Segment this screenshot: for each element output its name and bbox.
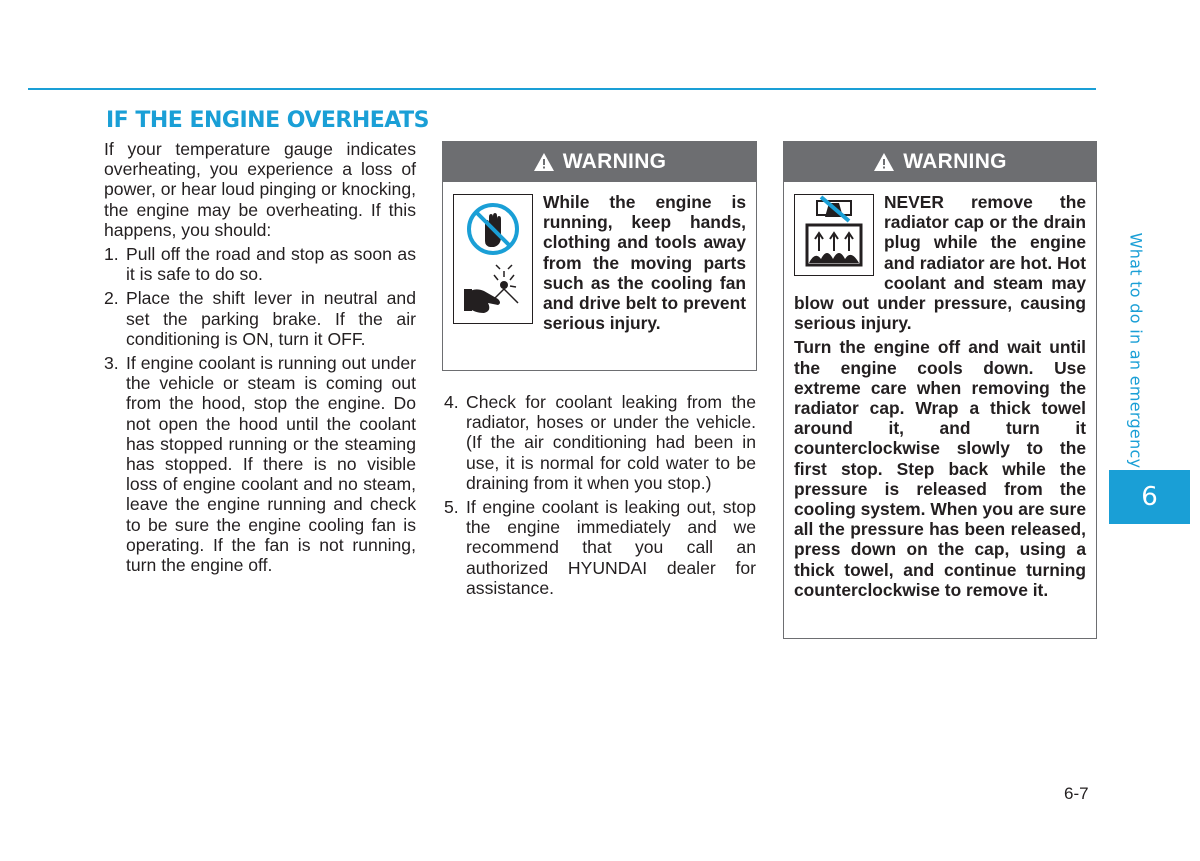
warning-text: Turn the engine off and wait until the engine cools down. Use extreme care when removing the radiator cap. Wrap a thick towel around it, and turn it counterclockwise slowly to the first stop. Step back while the pressure is released from the cooling system. When you are sure all the pressure has been released, press down on the cap, using a thick towel, and continue turning counterclockwise to remove it. [794,337,1086,600]
step-item-3 [104,353,416,575]
warning-body [443,182,756,343]
warning-box-radiator [783,141,1097,639]
step-item-4 [444,392,756,493]
warning-triangle-icon [873,152,895,172]
chapter-title-label: What to do in an emergency [1126,232,1146,468]
middle-column [444,392,756,598]
chapter-number: 6 [1141,482,1158,512]
section-title: IF THE ENGINE OVERHEATS [106,108,429,133]
step-text: Pull off the road and stop as soon as it is safe to do so. [126,244,416,285]
step-text: Place the shift lever in neutral and set the parking brake. If the air conditioning is ON, turn it OFF. [126,288,416,349]
warning-header-label: WARNING [562,150,667,173]
intro-paragraph: If your temperature gauge indicates overheating, you experience a loss of power, or hear loud pinging or knocking, the engine may be overheating. If this happens, you should: [104,139,416,240]
top-rule [28,88,1096,90]
warning-header [443,142,756,182]
step-number: 2. [104,288,119,309]
warning-box-fan [442,141,757,371]
warning-text: NEVER remove the radiator cap or the drain plug while the engine and radiator are hot. Hot coolant and steam may blow out under pressure, causing serious injury. [794,192,1086,334]
step-text: If engine coolant is leaking out, stop the engine immediately and we recommend that you call an authorized HYUNDAI dealer for assistance. [466,497,756,598]
warning-body [784,182,1096,610]
chapter-title-vertical [1116,232,1156,468]
page-number: 6-7 [1064,784,1089,803]
step-number: 4. [444,392,459,412]
warning-header-label: WARNING [903,150,1007,173]
chapter-tab[interactable] [1109,470,1190,524]
step-item-1 [104,244,416,284]
step-number: 5. [444,497,459,518]
steps-list-2 [444,392,756,598]
step-item-5 [444,497,756,598]
steps-list-1 [104,244,416,575]
left-column [104,139,416,575]
step-text: Check for coolant leaking from the radiator, hoses or under the vehicle. (If the air conditioning had been in use, it is normal for cold water to be draining from it when you stop.) [466,392,756,493]
step-item-2 [104,288,416,349]
step-text: If engine coolant is running out under the vehicle or steam is coming out from the hood, stop the engine. Do not open the hood until the coolant has stopped running or the steaming has stopped. If there is no visible loss of engine coolant and no steam, leave the engine running and check to be sure the engine cooling fan is operating. If the fan is not running, turn the engine off. [126,353,416,576]
hot-radiator-cap-icon [794,194,874,276]
warning-header [784,142,1096,182]
warning-text: While the engine is running, keep hands, clothing and tools away from the moving parts such as the cooling fan and drive belt to prevent serious injury. [543,192,746,334]
step-number: 3. [104,353,119,374]
step-number: 1. [104,244,119,265]
keep-hands-away-fan-icon [453,194,533,324]
warning-triangle-icon [533,152,555,172]
